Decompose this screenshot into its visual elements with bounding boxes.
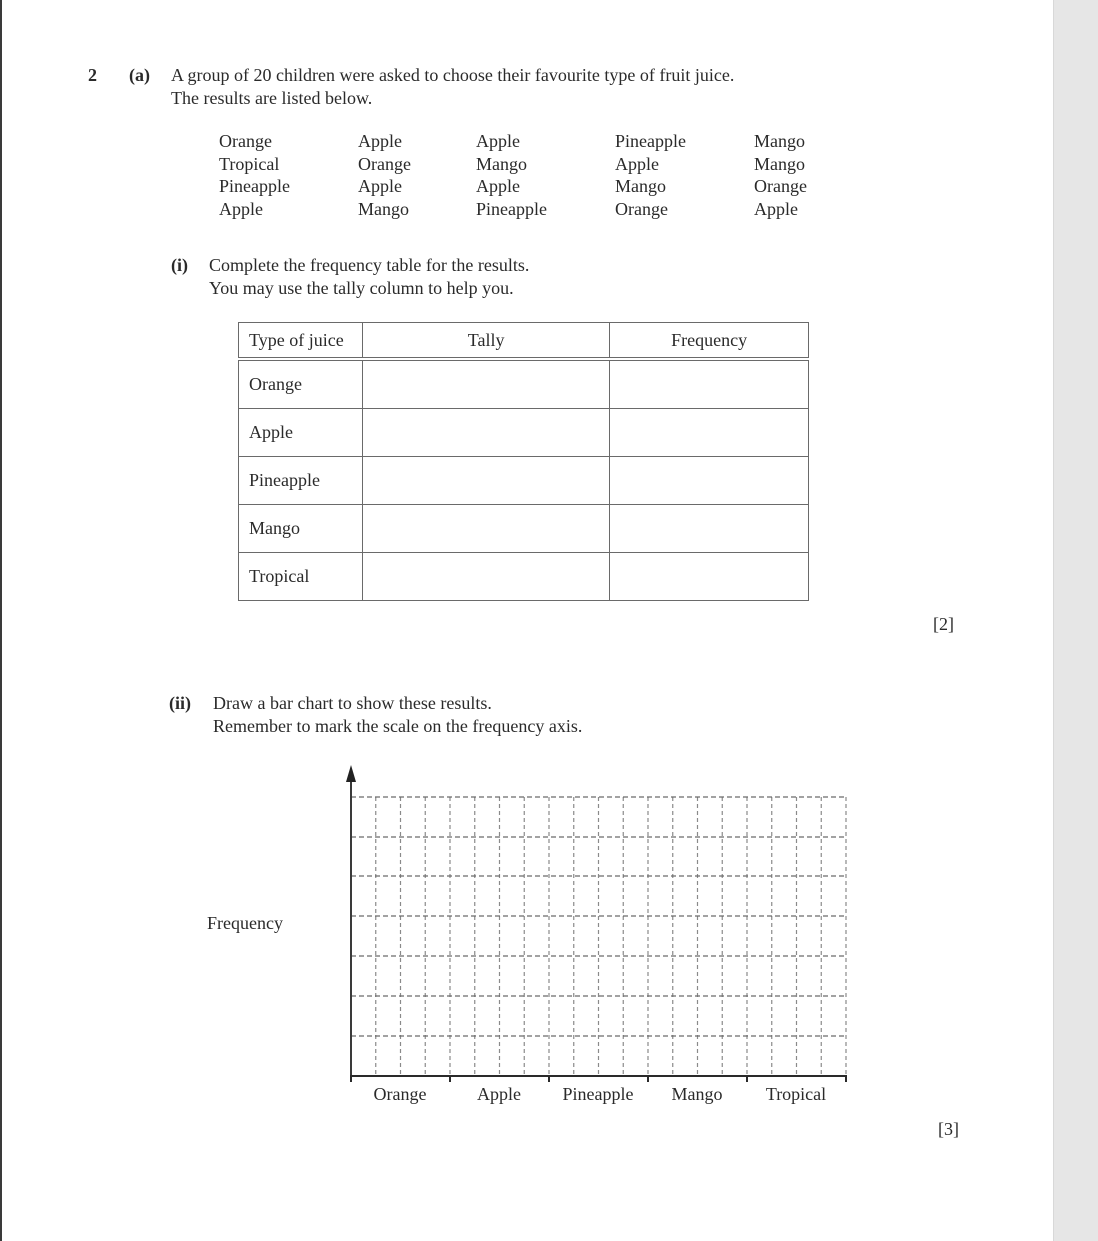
result-item: Mango — [754, 153, 805, 174]
table-row — [239, 553, 809, 601]
part-i-marks: [2] — [933, 614, 954, 634]
result-item: Pineapple — [615, 131, 686, 151]
question-intro-line2: The results are listed below. — [171, 88, 373, 108]
frequency-cell[interactable] — [610, 457, 809, 505]
frequency-cell[interactable] — [610, 359, 809, 409]
result-item: Mango — [358, 199, 409, 220]
tally-cell[interactable] — [362, 409, 609, 457]
result-item: Apple — [219, 199, 263, 220]
result-item: Orange — [754, 176, 807, 197]
part-a-label: (a) — [129, 65, 150, 85]
result-item: Pineapple — [219, 176, 290, 197]
result-item: Tropical — [219, 153, 280, 174]
frequency-table — [238, 322, 809, 601]
vertical-grid-lines — [376, 797, 846, 1076]
y-axis-label: Frequency — [207, 913, 283, 933]
table-row — [239, 409, 809, 457]
part-ii-instruction-line1: Draw a bar chart to show these results. — [213, 693, 492, 713]
result-item: Apple — [358, 176, 402, 197]
part-i-instruction-line2: You may use the tally column to help you. — [209, 278, 514, 298]
juice-type-cell: Apple — [239, 409, 363, 457]
part-ii-instruction-line2: Remember to mark the scale on the frequency axis. — [213, 716, 583, 736]
result-item: Apple — [615, 153, 659, 174]
juice-type-cell: Mango — [239, 505, 363, 553]
viewer-scroll-gutter — [1053, 0, 1098, 1241]
results-column — [219, 130, 359, 221]
result-item: Orange — [358, 153, 411, 174]
result-item: Orange — [219, 131, 272, 151]
juice-type-cell: Orange — [239, 359, 363, 409]
x-category-label: Tropical — [765, 1084, 827, 1104]
horizontal-grid-lines — [351, 797, 846, 1036]
result-item: Mango — [476, 153, 527, 174]
result-item: Pineapple — [476, 199, 547, 220]
x-category-label: Pineapple — [562, 1084, 634, 1104]
page-left-border — [0, 0, 2, 1241]
question-number: 2 — [88, 65, 97, 85]
table-row — [239, 505, 809, 553]
question-intro-line1: A group of 20 children were asked to choose their favourite type of fruit juice. — [171, 65, 735, 85]
result-item: Orange — [615, 199, 668, 220]
table-header-row — [239, 323, 809, 360]
tally-cell[interactable] — [362, 505, 609, 553]
part-ii-label: (ii) — [169, 693, 191, 713]
table-row — [239, 359, 809, 409]
header-tally: Tally — [362, 323, 609, 360]
result-item: Apple — [358, 131, 402, 151]
tally-cell[interactable] — [362, 457, 609, 505]
result-item: Apple — [476, 131, 520, 151]
results-column — [754, 130, 894, 221]
header-type-of-juice: Type of juice — [239, 323, 363, 360]
y-axis-arrow-icon — [346, 765, 356, 782]
results-column — [615, 130, 755, 221]
part-i-label: (i) — [171, 255, 188, 275]
result-item: Mango — [615, 176, 666, 197]
table-row — [239, 457, 809, 505]
juice-type-cell: Tropical — [239, 553, 363, 601]
x-category-label: Orange — [373, 1084, 427, 1104]
x-category-label: Apple — [477, 1084, 521, 1104]
x-category-label: Mango — [671, 1084, 723, 1104]
result-item: Apple — [754, 199, 798, 220]
frequency-cell[interactable] — [610, 505, 809, 553]
header-frequency: Frequency — [610, 323, 809, 360]
frequency-cell[interactable] — [610, 409, 809, 457]
tally-cell[interactable] — [362, 359, 609, 409]
frequency-cell[interactable] — [610, 553, 809, 601]
result-item: Apple — [476, 176, 520, 197]
part-ii-marks: [3] — [938, 1119, 959, 1139]
x-axis-ticks — [351, 1076, 846, 1082]
juice-type-cell: Pineapple — [239, 457, 363, 505]
tally-cell[interactable] — [362, 553, 609, 601]
results-column — [476, 130, 616, 221]
part-i-instruction-line1: Complete the frequency table for the results. — [209, 255, 530, 275]
result-item: Mango — [754, 131, 805, 151]
